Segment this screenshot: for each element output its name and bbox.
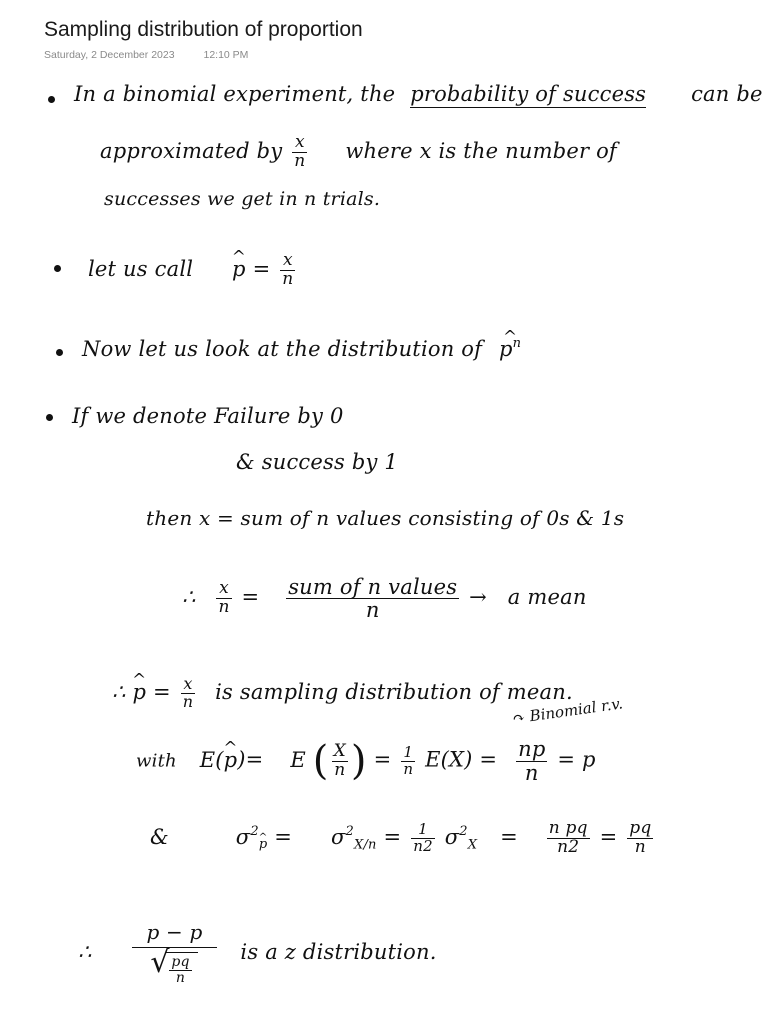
line-13: ∴ p − p √ $\frac{pq}{n}$ is a z distribution. — [78, 922, 437, 985]
fraction-sum-over-n: $\frac{\text{sum of n values}}{n}$ — [288, 575, 458, 623]
line-9: ∴ $\frac{x}{n}$ = $\frac{\text{sum of n values}}{n}$ → a mean — [182, 575, 587, 623]
fraction-x-over-n: $\frac{x}{n}$ — [294, 132, 306, 171]
bullet-3 — [56, 349, 63, 356]
binomial-rv-note: ↷ Binomial r.v. — [511, 694, 624, 728]
page-date: Saturday, 2 December 2023 — [44, 49, 175, 61]
line-6: If we denote Failure by 0 — [72, 404, 344, 428]
line-11: with E(^ p)= E ( $\frac{X}{n}$ ) = $\frac{1}{n}$ E(X) = $\frac{np}{n}$ = p — [136, 738, 596, 784]
line-2: approximated by $\frac{x}{n}$ where x is the number of — [100, 132, 617, 171]
page-time: 12:10 PM — [203, 49, 249, 61]
line-12: & $\sigma^2\^{}$ $p = \sigma^2_{X/n}$ = $\frac{1}{n2}$ $\sigma^2_X$ = $\frac{\text{n pq}}{n2}$ = $\frac{pq}{n}$ — [150, 820, 656, 857]
page-title: Sampling distribution of proportion — [44, 18, 363, 41]
line-4: let us call ^ p = $\frac{x}{n}$ — [88, 252, 298, 289]
line-8: then x = sum of n values consisting of 0s & 1s — [146, 506, 625, 530]
line-5: Now let us look at the distribution of ^ $p^n$ — [82, 336, 521, 361]
line-3: successes we get in n trials. — [104, 188, 381, 210]
line-1: In a binomial experiment, the probability of success can be — [74, 82, 763, 106]
page-meta — [44, 49, 248, 61]
underlined-probability-of-success: probability of success — [410, 82, 647, 106]
line-10: ∴ ^ p = $\frac{x}{n}$ is sampling distribution of mean. — [112, 676, 573, 711]
p-hat: ^ p — [232, 257, 246, 281]
bullet-2 — [54, 265, 61, 272]
line-7: & success by 1 — [236, 450, 398, 474]
z-score-fraction: p − p √ $\frac{pq}{n}$ — [132, 922, 216, 985]
bullet-4 — [46, 414, 53, 421]
p-hat: ^ $p^n$ — [499, 336, 521, 361]
bullet-1 — [48, 96, 55, 103]
